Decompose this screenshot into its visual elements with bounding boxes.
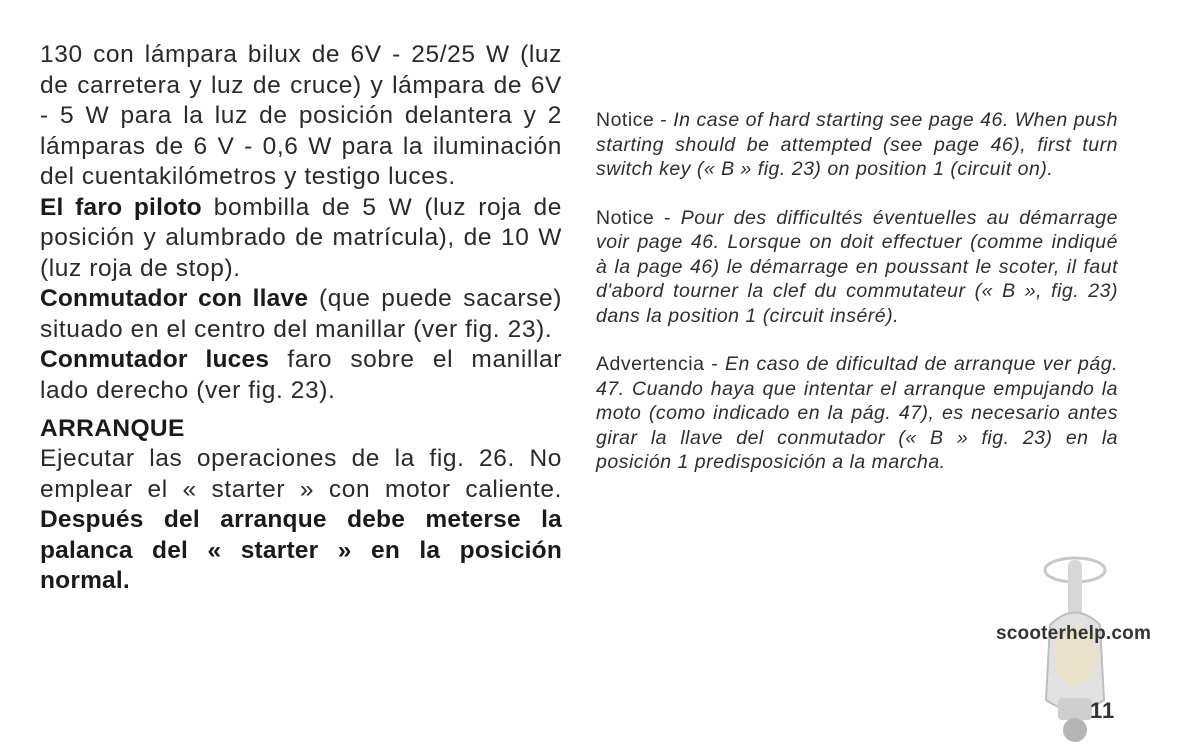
section-heading-arranque: ARRANQUE bbox=[40, 415, 185, 442]
page-number: 11 bbox=[1090, 698, 1116, 723]
starting-bold-text: Después del arranque debe meterse la palanca del « starter » en la posición normal. bbox=[40, 506, 562, 594]
notice-english-lead: Notice - bbox=[596, 109, 674, 131]
paragraph-starting bbox=[40, 444, 562, 597]
pilot-light-term: El faro piloto bbox=[40, 193, 202, 221]
right-column bbox=[596, 108, 1118, 499]
notice-french-lead: Notice - bbox=[596, 206, 681, 229]
key-switch-text: (que puede sacarse) situado en el centro del manillar (ver fig. 23). bbox=[40, 285, 562, 343]
notice-english-text: In case of hard starting see page 46. When push starting should be attempted (see page 46), first turn switch key (« B » fig. 23) on position 1 (circuit on). bbox=[596, 109, 1118, 180]
notice-english bbox=[596, 108, 1118, 182]
pilot-light-text: bombilla de 5 W (luz roja de posición y alumbrado de matrícula), de 10 W (luz roja de stop). bbox=[40, 193, 563, 282]
notice-french-text: Pour des difficultés éventuelles au démarrage voir page 46. Lorsque on doit effectuer (comme indiqué à la page 46) le démarrage en poussant le scoter, il faut d'abord tourner la clef du commutateur (« B », fig. 23) dans la position 1 (circuit inséré). bbox=[596, 206, 1118, 327]
starting-text: Ejecutar las operaciones de la fig. 26. No emplear el « starter » con motor caliente. bbox=[40, 445, 562, 503]
key-switch-term: Conmutador con llave bbox=[40, 285, 309, 312]
watermark-text: scooterhelp.com bbox=[996, 623, 1152, 644]
notice-spanish-text: En caso de dificultad de arranque ver pág. 47. Cuando haya que intentar el arranque empujando la moto (como indicado en la pág. 47), es necesario antes girar la llave del conmutador (« B » fig. 23) en la posición 1 predisposición a la marcha. bbox=[596, 353, 1119, 473]
notice-spanish-lead: Advertencia - bbox=[596, 353, 725, 375]
paragraph-lamps bbox=[40, 40, 562, 193]
paragraph-key-switch bbox=[40, 284, 562, 345]
notice-spanish bbox=[596, 352, 1118, 475]
light-switch-term: Conmutador luces bbox=[40, 346, 270, 373]
left-column bbox=[40, 40, 562, 597]
notice-french bbox=[596, 206, 1118, 329]
paragraph-pilot-light bbox=[40, 193, 562, 285]
paragraph-light-switch bbox=[40, 345, 562, 406]
light-switch-text: faro sobre el manillar lado derecho (ver fig. 23). bbox=[40, 346, 563, 404]
lamps-text: 130 con lámpara bilux de 6V - 25/25 W (luz de carretera y luz de cruce) y lámpara de 6V - 5 W para la luz de posición delantera y 2 lámparas de 6 V - 0,6 W para la iluminación del cuentakilómetros y testigo luces. bbox=[40, 41, 562, 190]
